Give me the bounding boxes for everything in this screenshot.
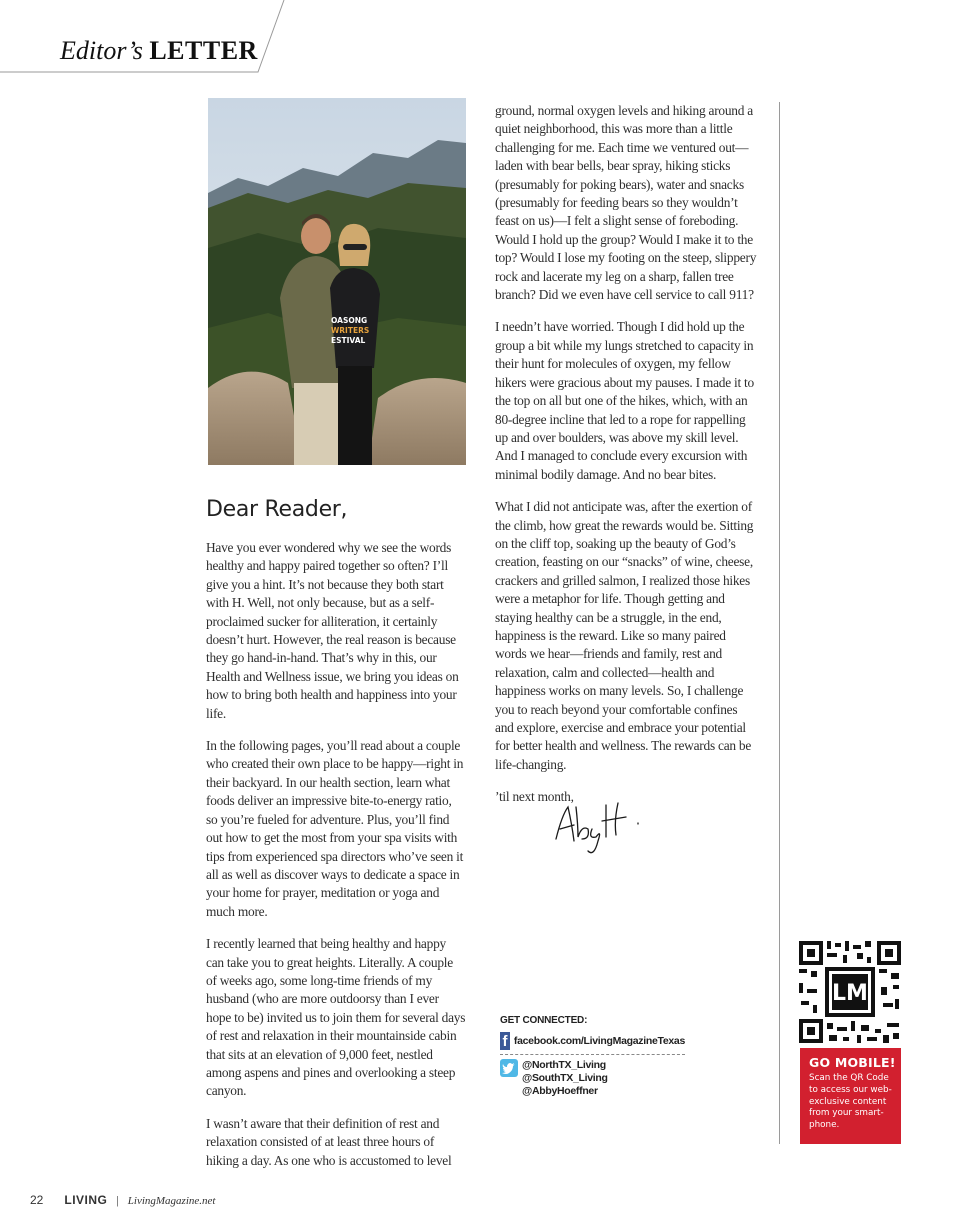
section-title [60,34,258,68]
page-number: 22 [30,1193,44,1207]
go-mobile-title: GO MOBILE! [809,1055,896,1070]
get-connected [500,1015,685,1098]
magazine-brand: LIVING [64,1193,108,1207]
section-title-italic: Editor’s [60,36,143,65]
page-footer [30,1193,215,1208]
twitter-handle[interactable]: @SouthTX_Living [522,1072,608,1084]
facebook-url[interactable]: facebook.com/LivingMagazineTexas [513,1035,685,1047]
letter-signoff: ’til next month, [495,789,574,805]
shirt-text-3: ESTIVAL [331,336,366,345]
go-mobile-text: Scan the QR Code to access our web-exclusive content from your smart-phone. [809,1073,892,1131]
facebook-link[interactable] [500,1032,685,1055]
go-mobile-box [800,1048,901,1144]
twitter-links [500,1059,685,1098]
editor-signature [548,795,668,865]
paragraph: I wasn’t aware that their definition of rest and relaxation consisted of at least three hours of hiking a day. As one who is accustomed to level [206,1115,452,1168]
twitter-handle[interactable]: @NorthTX_Living [522,1059,606,1071]
get-connected-label: GET CONNECTED: [500,1015,588,1026]
facebook-icon: f [500,1032,510,1050]
paragraph: In the following pages, you’ll read about a couple who created their own place to be happy—right in their backyard. In our health section, learn what foods deliver an impressive bite-to-energy ratio, so you’re fueled for adventure. Plus, you’ll find out how to get the most from your spa visits with tips from experienced spa directors who’ve seen it all as well as discover ways to dedicate a space in your home for prayer, meditation or yoga and much more. [206,738,464,919]
magazine-website[interactable]: LivingMagazine.net [127,1195,216,1207]
shirt-text-1: OASONG [331,316,368,325]
paragraph: I recently learned that being healthy and happy can take you to great heights. Literally. A couple of weeks ago, some long-time friends of my husband (who are more outdoorsy than I ever hope to be) invited us to join them for several days of rest and relaxation in their mountainside cabin that sits at an elevation of 9,000 feet, nestled among aspens and pines and overlooking a steep canyon. [206,936,466,1099]
paragraph: ground, normal oxygen levels and hiking around a quiet neighborhood, this was more than a little challenging for me. Each time we ventured out—laden with bear bells, bear spray, hiking sticks (presumably for poking bears), water and snacks (presumably for feeding bears so they wouldn’t feast on us)—I felt a slight sense of foreboding. Would I hold up the group? Would I make it to the top? Would I lose my footing on the steep, slippery rock and lacerate my leg on a sharp, fallen tree branch? Did we even have cell service to call 911? [495,103,757,303]
twitter-handle[interactable]: @AbbyHoeffner [522,1085,598,1097]
shirt-text-2: WRITERS [331,326,370,335]
letter-greeting: Dear Reader, [206,497,348,522]
letter-column-right [495,102,757,821]
qr-logo: LM [832,981,868,1006]
editor-photo [208,98,466,465]
paragraph: What I did not anticipate was, after the exertion of the climb, how great the rewards would be. Sitting on the cliff top, soaking up the beauty of God’s creation, feasting on our “snacks” of wine, cheese, crackers and grilled salmon, I realized those hikes were a metaphor for life. Though getting and staying healthy can be a struggle, in the end, happiness is the reward. Like so many paired words we hear—friends and family, rest and relaxation, calm and collected—health and happiness works on many levels. So, I challenge you to reach beyond your comfortable confines and explore, exercise and embrace your potential for better health and wellness. The rewards can be life-changing. [495,499,754,772]
paragraph: I needn’t have worried. Though I did hold up the group a bit while my lungs stretched to capacity in their hunt for molecules of oxygen, my fellow hikers were gracious about my pauses. I made it to the top on all but one of the hikes, which, with an 80-degree incline that led to a rope for rappelling up and over boulders, was above my skill level. And I managed to conclude every excursion with minimal bodily damage. And no bear bites. [495,319,754,482]
twitter-icon [500,1059,518,1077]
letter-column-left [206,539,466,1184]
column-divider [779,102,780,1144]
section-title-bold: LETTER [149,36,258,65]
qr-code[interactable] [797,939,903,1045]
paragraph: Have you ever wondered why we see the words healthy and happy paired together so often? I’ll give you a hint. It’s not because they both start with H. Well, not only because, but as a self-proclaimed sucker for alliteration, it certainly doesn’t hurt. However, the real reason is because they go hand-in-hand. That’s why in this, our Health and Wellness issue, we bring you ideas on how to bring both health and happiness into your life. [206,540,459,721]
footer-separator: | [116,1193,119,1207]
